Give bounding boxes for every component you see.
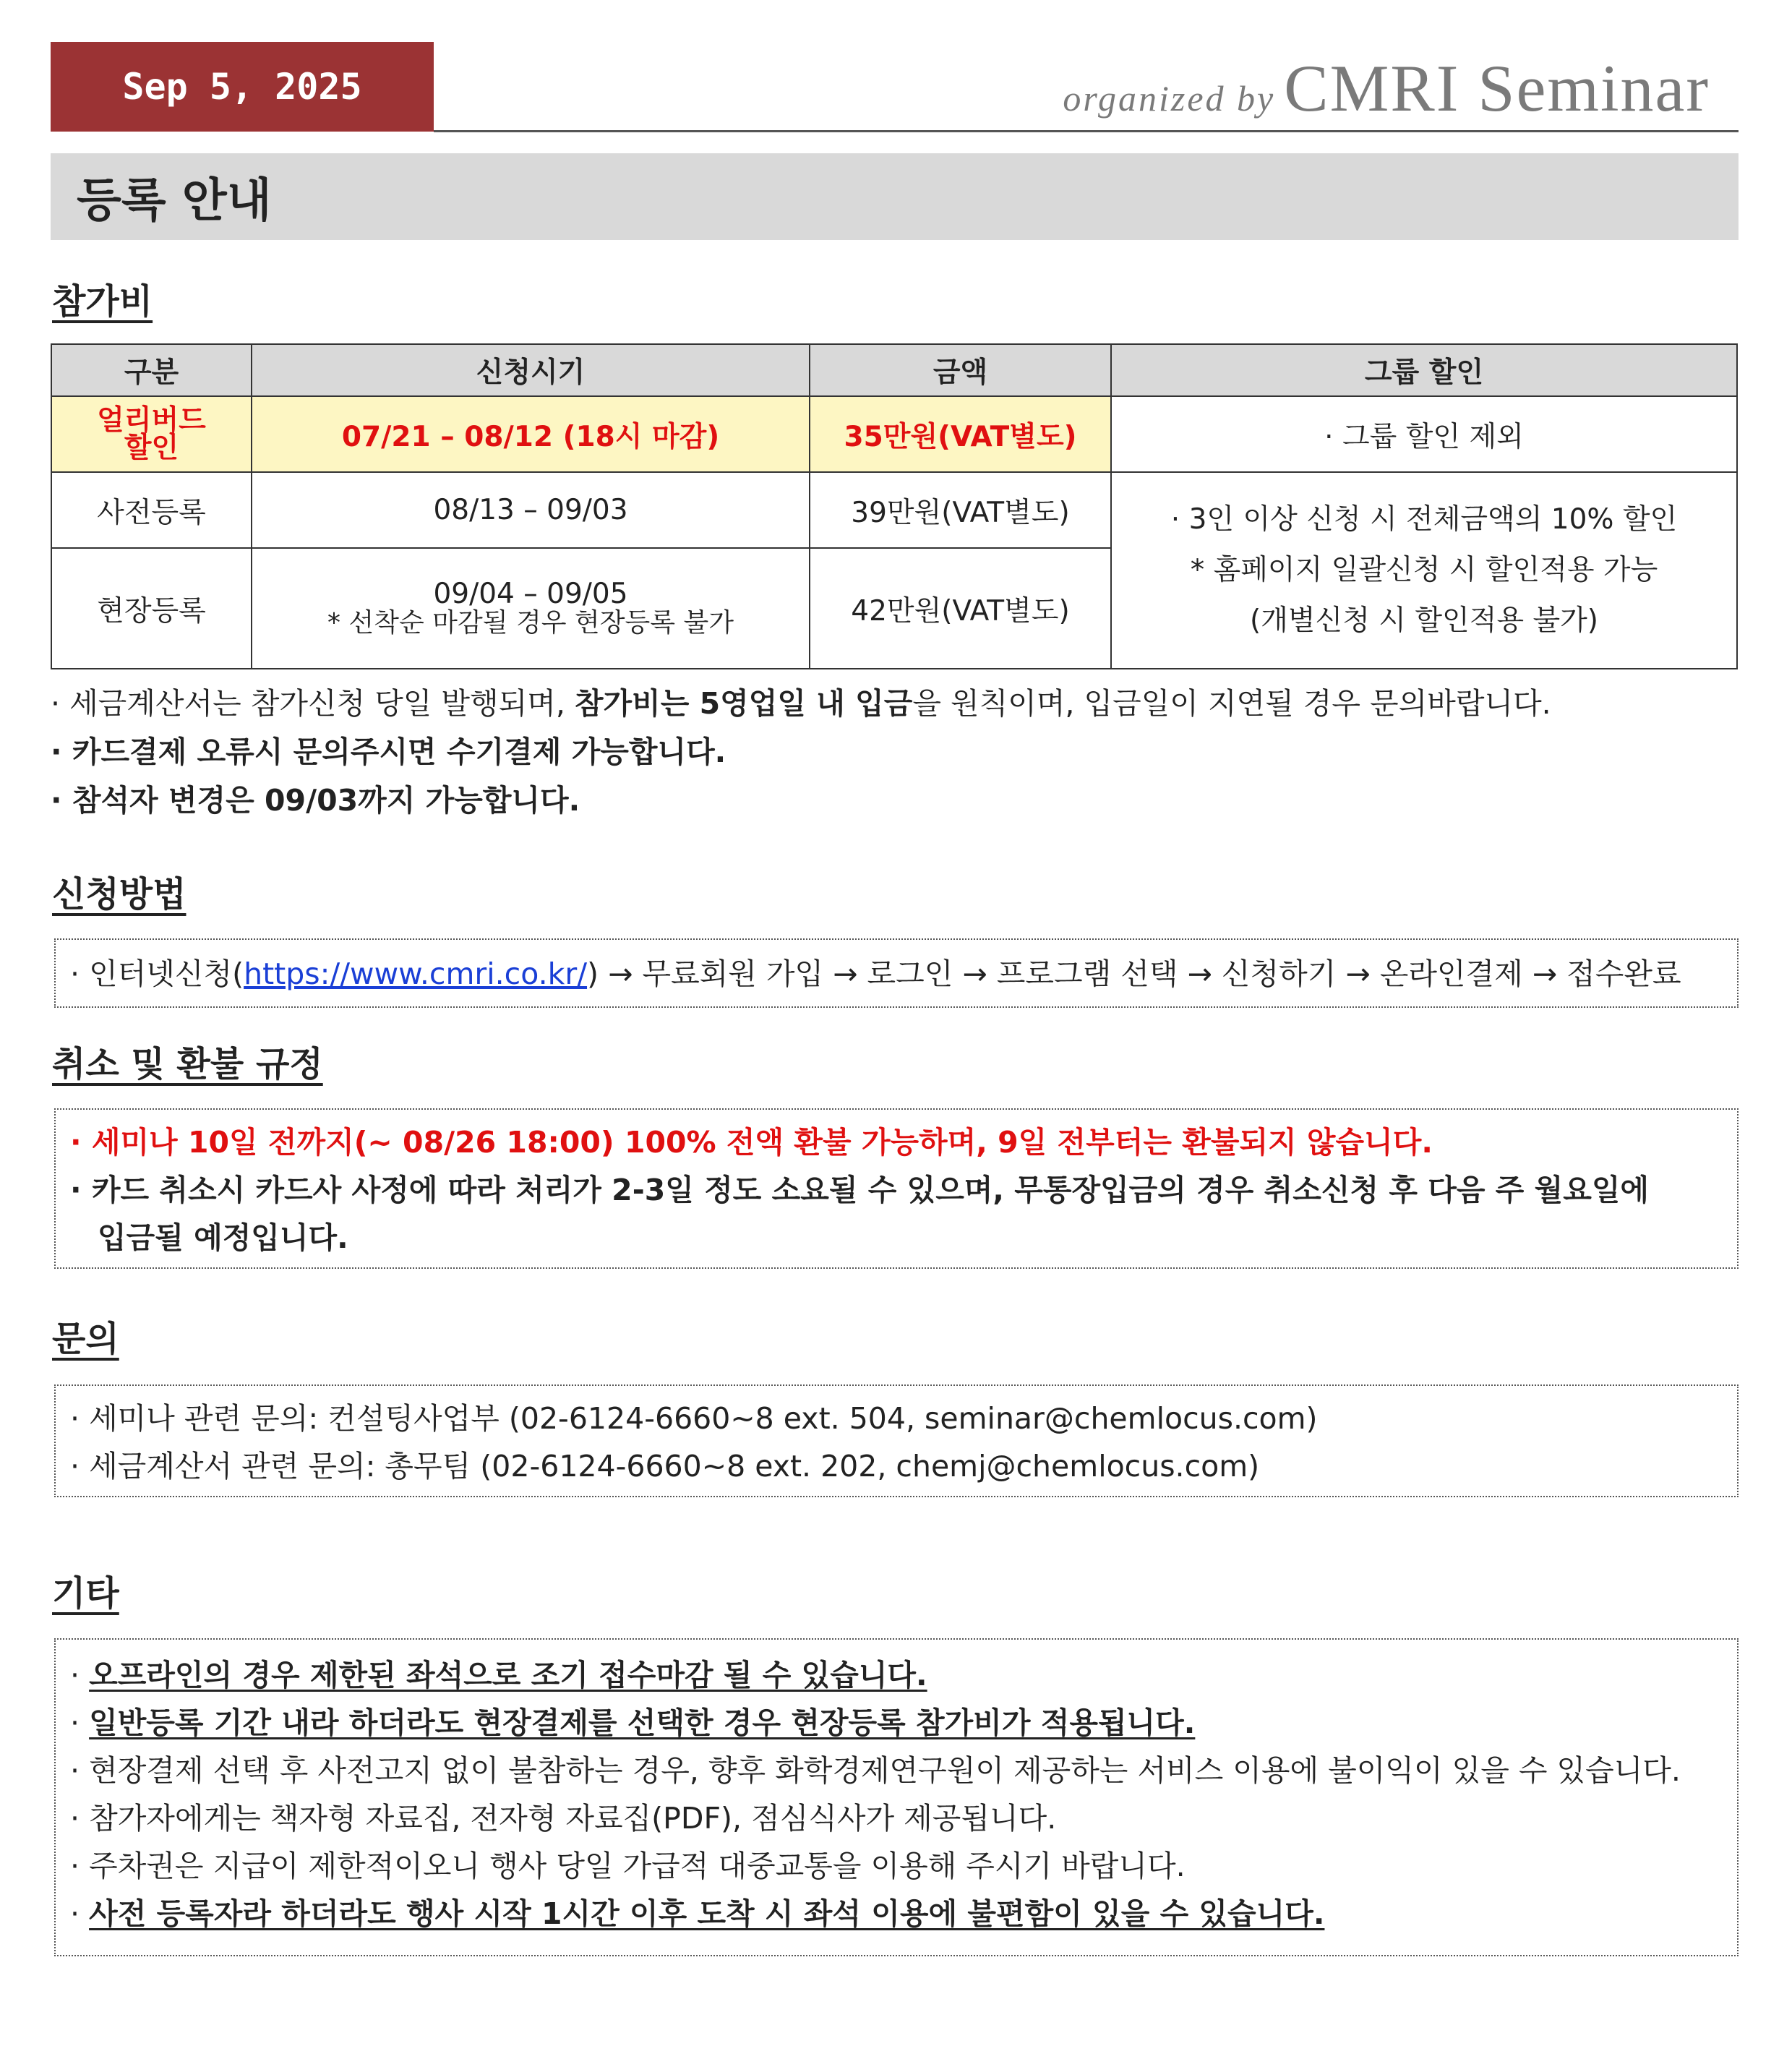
bullet: · <box>70 1849 80 1883</box>
price-cell: 42만원(VAT별도) <box>810 548 1111 669</box>
note-text: 을 원칙이며, 입금일이 지연될 경우 문의바랍니다. <box>912 686 1551 721</box>
col-header: 금액 <box>810 344 1111 396</box>
etc-text: 현장결제 선택 후 사전고지 없이 불참하는 경우, 향후 화학경제연구원이 제공하는 서비스 이용에 불이익이 있을 수 있습니다. <box>89 1753 1681 1788</box>
etc-text: 주차권은 지급이 제한적이오니 행사 당일 가급적 대중교통을 이용해 주시기 바랍니다. <box>89 1849 1186 1883</box>
etc-text: 참가자에게는 책자형 자료집, 전자형 자료집(PDF), 점심식사가 제공됩니다. <box>89 1801 1057 1836</box>
section-title-refund: 취소 및 환불 규정 <box>52 1044 323 1084</box>
etc-line <box>70 1651 1737 1699</box>
apply-steps: ) → 무료회원 가입 → 로그인 → 프로그램 선택 → 신청하기 → 온라인결제 → 접수완료 <box>587 956 1681 991</box>
refund-line: · 카드 취소시 카드사 사정에 따라 처리가 2-3일 정도 소요될 수 있으며, 무통장입금의 경우 취소신청 후 다음 주 월요일에 <box>70 1173 1650 1207</box>
type-label: 얼리버드 <box>97 403 206 437</box>
period-text: 09/04 – 09/05 <box>433 577 628 610</box>
note-emphasis: 참가비는 5영업일 내 입금 <box>574 686 913 721</box>
contact-box <box>54 1384 1739 1497</box>
page-title-text: 등록 안내 <box>77 174 272 228</box>
website-link[interactable]: https://www.cmri.co.kr/ <box>244 956 588 991</box>
type-label: 할인 <box>124 431 179 464</box>
section-title-fee: 참가비 <box>52 281 153 322</box>
etc-text: 사전 등록자라 하더라도 행사 시작 1시간 이후 도착 시 좌석 이용에 불편함이 있을 수 있습니다. <box>89 1896 1325 1931</box>
etc-text: 오프라인의 경우 제한된 좌석으로 조기 접수마감 될 수 있습니다. <box>89 1658 927 1692</box>
col-header: 그룹 할인 <box>1111 344 1737 396</box>
contact-line: · 세금계산서 관련 문의: 총무팀 (02-6124-6660~8 ext. 202, chemj@chemlocus.com) <box>70 1449 1260 1484</box>
organizer <box>1063 52 1710 134</box>
group-discount-line: · 3인 이상 신청 시 전체금액의 10% 할인 <box>1170 503 1678 536</box>
fee-table <box>51 343 1738 669</box>
bullet: · <box>70 1896 80 1931</box>
refund-line: · 세미나 10일 전까지(~ 08/26 18:00) 100% 전액 환불 가능하며, 9일 전부터는 환불되지 않습니다. <box>70 1125 1433 1160</box>
refund-box <box>54 1108 1739 1269</box>
page-title <box>51 153 1739 240</box>
etc-line <box>70 1699 1737 1747</box>
table-row <box>51 396 1737 472</box>
period-cell: 07/21 – 08/12 (18시 마감) <box>252 396 810 472</box>
price-cell: 39만원(VAT별도) <box>810 472 1111 548</box>
organizer-prefix: organized by <box>1063 78 1276 119</box>
etc-line <box>70 1890 1737 1938</box>
period-cell <box>252 548 810 669</box>
type-cell: 현장등록 <box>51 548 252 669</box>
apply-line <box>70 950 1737 998</box>
bullet: · <box>70 1705 80 1740</box>
etc-line <box>70 1842 1737 1890</box>
col-header: 신청시기 <box>252 344 810 396</box>
apply-box <box>54 938 1739 1008</box>
type-cell: 사전등록 <box>51 472 252 548</box>
etc-text: 일반등록 기간 내라 하더라도 현장결제를 선택한 경우 현장등록 참가비가 적용됩니다. <box>89 1705 1196 1740</box>
section-title-contact: 문의 <box>52 1319 119 1359</box>
fee-note: · 참석자 변경은 09/03까지 가능합니다. <box>51 783 580 818</box>
period-note: * 선착순 마감될 경우 현장등록 불가 <box>327 607 734 638</box>
date-badge: Sep 5, 2025 <box>51 42 434 132</box>
period-cell: 08/13 – 09/03 <box>252 472 810 548</box>
group-discount-line: * 홈페이지 일괄신청 시 할인적용 가능 <box>1190 554 1658 586</box>
refund-line: 입금될 예정입니다. <box>98 1220 348 1255</box>
etc-box <box>54 1638 1739 1956</box>
table-row <box>51 472 1737 548</box>
note-text: · 세금계산서는 참가신청 당일 발행되며, <box>51 686 575 721</box>
bullet: · <box>70 1658 80 1692</box>
price-cell: 35만원(VAT별도) <box>810 396 1111 472</box>
section-title-apply: 신청방법 <box>52 874 187 915</box>
fee-note: · 카드결제 오류시 문의주시면 수기결제 가능합니다. <box>51 735 726 769</box>
group-discount-cell <box>1111 472 1737 669</box>
contact-line: · 세미나 관련 문의: 컨설팅사업부 (02-6124-6660~8 ext. 504, seminar@chemlocus.com) <box>70 1401 1318 1436</box>
fee-table-header <box>51 344 1737 396</box>
col-header: 구분 <box>51 344 252 396</box>
fee-notes <box>51 680 1551 825</box>
group-discount-line: (개별신청 시 할인적용 불가) <box>1249 604 1599 637</box>
organizer-name: CMRI Seminar <box>1284 51 1710 125</box>
bullet: · <box>70 1753 80 1788</box>
apply-text: · 인터넷신청( <box>70 956 244 991</box>
etc-line <box>70 1747 1737 1794</box>
section-title-etc: 기타 <box>52 1573 119 1614</box>
group-discount-cell: · 그룹 할인 제외 <box>1111 396 1737 472</box>
type-cell <box>51 396 252 472</box>
etc-line <box>70 1794 1737 1842</box>
fee-note <box>51 680 1551 728</box>
bullet: · <box>70 1801 80 1836</box>
